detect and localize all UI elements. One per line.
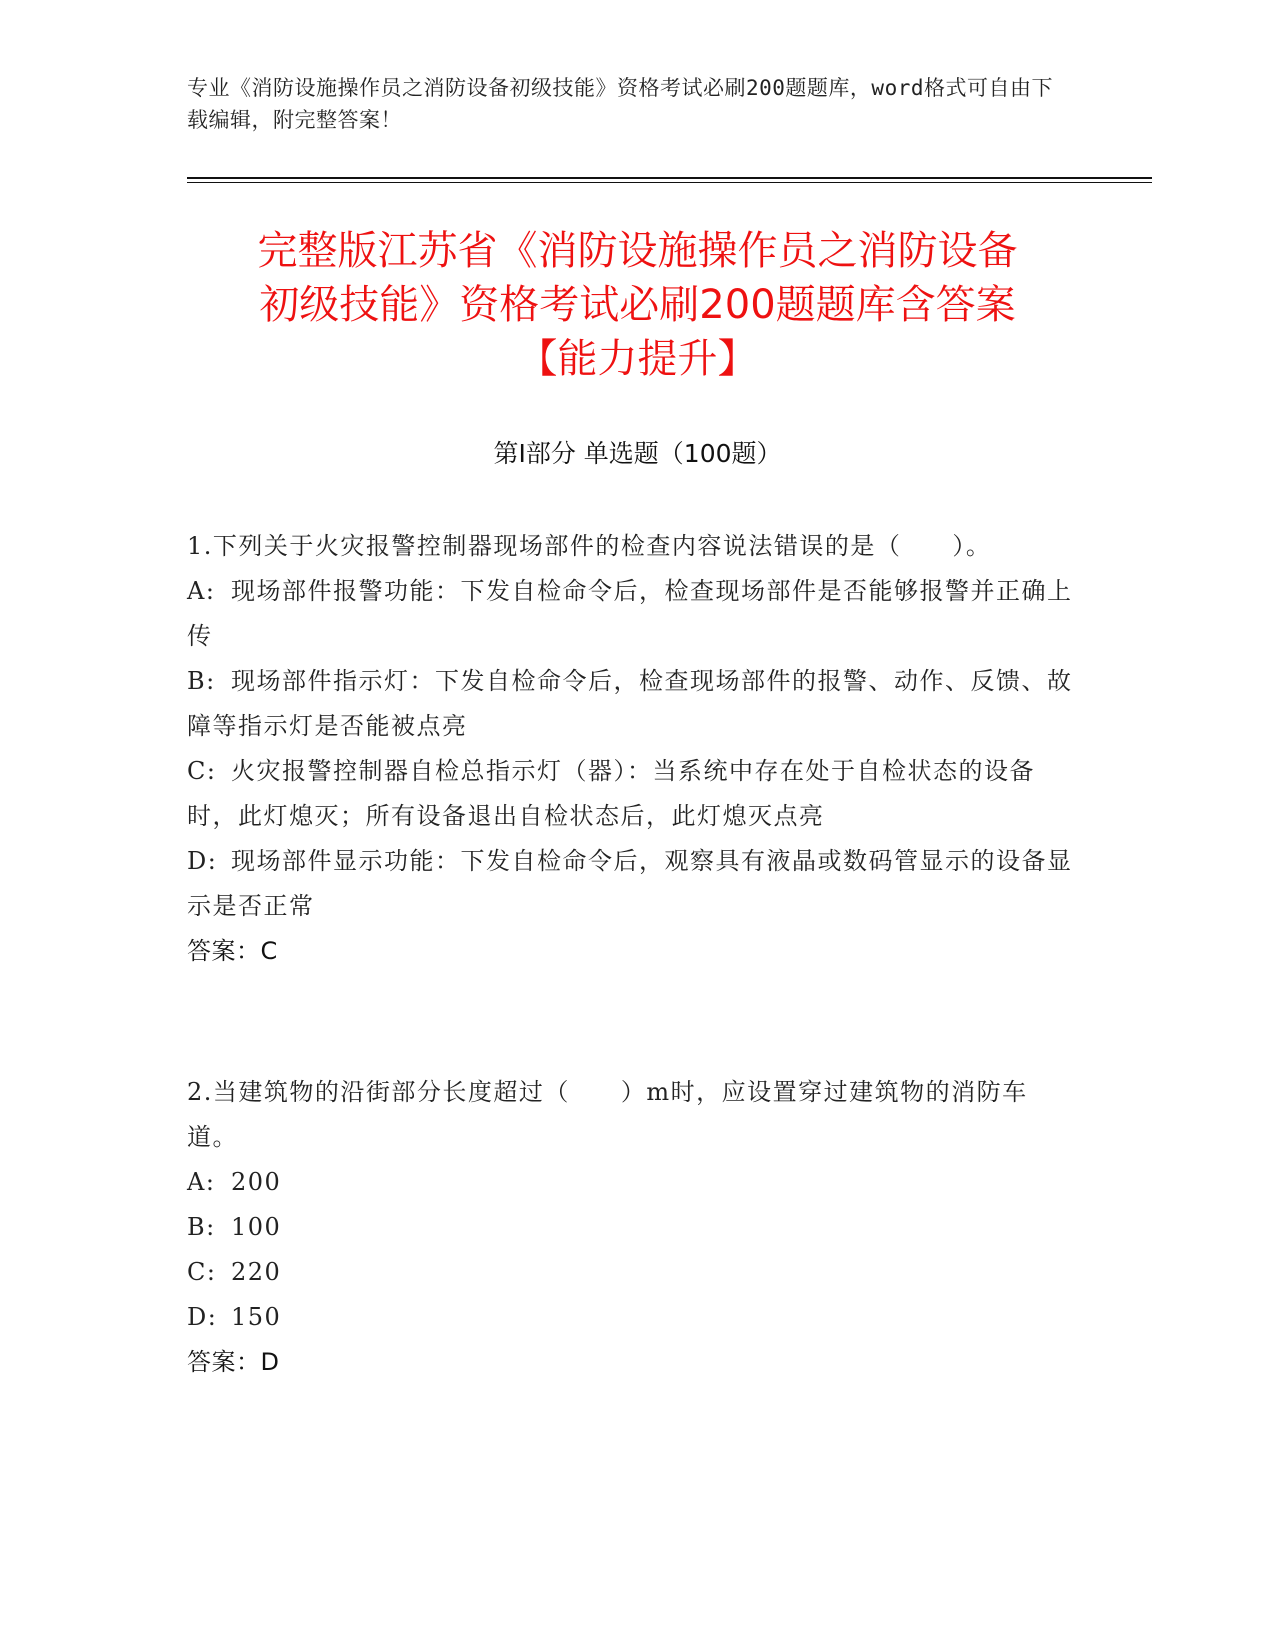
option-letter: C: — [187, 1258, 217, 1286]
header-rule-thin — [187, 182, 1152, 183]
option-text: 现场部件报警功能：下发自检命令后，检查现场部件是否能够报警并正确上传 — [187, 577, 1073, 650]
option-text: 200 — [231, 1168, 282, 1196]
question-1-option-b — [187, 659, 1077, 749]
question-1-option-c — [187, 749, 1077, 839]
question-1-answer: 答案：C — [187, 937, 278, 965]
question-2-option-a — [187, 1160, 1077, 1205]
question-2-option-b — [187, 1205, 1077, 1250]
document-title — [150, 224, 1125, 386]
option-letter: A: — [187, 577, 216, 605]
option-letter: B: — [187, 1213, 216, 1241]
question-1 — [187, 524, 1077, 974]
question-2 — [187, 1070, 1077, 1385]
option-text: 220 — [231, 1258, 282, 1286]
question-2-option-d — [187, 1295, 1077, 1340]
question-1-option-a — [187, 569, 1077, 659]
option-letter: D: — [187, 847, 218, 875]
header-rule-thick — [187, 177, 1152, 179]
question-2-option-c — [187, 1250, 1077, 1295]
title-line-2: 初级技能》资格考试必刷200题题库含答案 — [259, 282, 1016, 328]
option-text: 现场部件显示功能：下发自检命令后，观察具有液晶或数码管显示的设备显示是否正常 — [187, 847, 1073, 920]
title-line-1: 完整版江苏省《消防设施操作员之消防设备 — [257, 228, 1018, 274]
option-text: 火灾报警控制器自检总指示灯（器）：当系统中存在处于自检状态的设备时，此灯熄灭；所有设备退出自检状态后，此灯熄灭点亮 — [187, 757, 1035, 830]
option-text: 150 — [231, 1303, 282, 1331]
option-letter: D: — [187, 1303, 218, 1331]
question-2-stem: 2.当建筑物的沿街部分长度超过（ ）m时，应设置穿过建筑物的消防车道。 — [187, 1078, 1028, 1151]
question-2-answer: 答案：D — [187, 1348, 280, 1376]
section-title: 第Ⅰ部分 单选题（100题） — [493, 439, 782, 468]
header-note: 专业《消防设施操作员之消防设备初级技能》资格考试必刷200题题库，word格式可自由下载编辑，附完整答案！ — [187, 76, 1053, 132]
question-1-option-d — [187, 839, 1077, 929]
option-text: 现场部件指示灯：下发自检命令后，检查现场部件的报警、动作、反馈、故障等指示灯是否能被点亮 — [187, 667, 1073, 740]
option-letter: C: — [187, 757, 217, 785]
option-letter: B: — [187, 667, 216, 695]
option-letter: A: — [187, 1168, 216, 1196]
question-1-stem: 1.下列关于火灾报警控制器现场部件的检查内容说法错误的是（ ）。 — [187, 532, 992, 560]
title-line-3: 【能力提升】 — [517, 336, 758, 382]
option-text: 100 — [231, 1213, 282, 1241]
